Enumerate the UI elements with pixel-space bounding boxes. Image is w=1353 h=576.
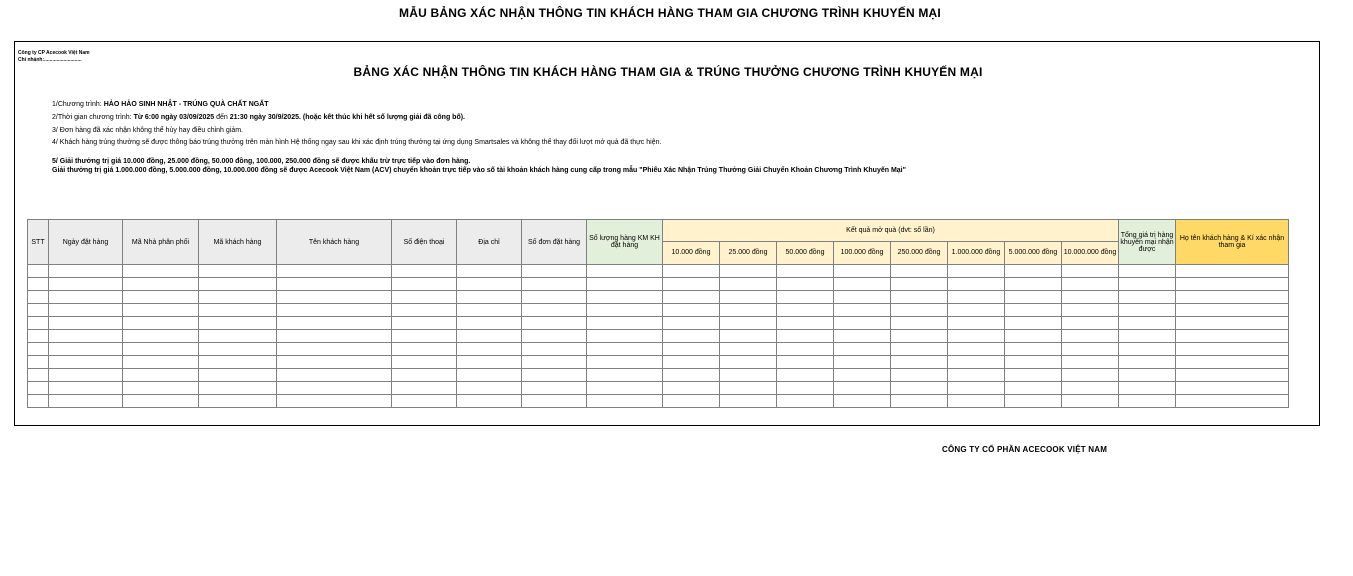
table-cell[interactable] [199,291,277,304]
info-prize-deduct: 5/ Giải thưởng trị giá 10.000 đồng, 25.000 đồng, 50.000 đồng, 100.000, 250.000 đồng sẽ được khấu trừ trực tiếp vào đơn hàng. [52,158,471,165]
table-cell[interactable] [663,291,720,304]
table-cell[interactable] [1005,330,1062,343]
table-cell[interactable] [1119,317,1176,330]
table-cell[interactable] [457,382,522,395]
table-cell[interactable] [28,304,49,317]
table-cell[interactable] [1176,343,1289,356]
table-cell[interactable] [587,343,663,356]
table-cell[interactable] [522,382,587,395]
table-cell[interactable] [392,304,457,317]
table-cell[interactable] [457,395,522,408]
table-cell[interactable] [1176,382,1289,395]
table-cell[interactable] [891,265,948,278]
table-cell[interactable] [1176,291,1289,304]
table-cell[interactable] [457,291,522,304]
table-row [28,369,1289,382]
table-cell[interactable] [834,369,891,382]
col-prize-10m: 10.000.000 đồng [1062,242,1119,265]
table-cell[interactable] [457,265,522,278]
table-cell[interactable] [891,330,948,343]
col-customer-code: Mã khách hàng [199,220,277,265]
table-cell[interactable] [199,265,277,278]
table-cell[interactable] [663,356,720,369]
table-cell[interactable] [777,369,834,382]
table-cell[interactable] [123,304,199,317]
table-cell[interactable] [28,356,49,369]
table-cell[interactable] [834,343,891,356]
table-cell[interactable] [522,291,587,304]
info-prize-transfer: Giải thưởng trị giá 1.000.000 đồng, 5.000.000 đồng, 10.000.000 đồng sẽ được Acecook Việt Nam (ACV) chuyển khoản trực tiếp vào số tài khoản khách hàng cung cấp trong mẫu "Phiếu Xác Nhận Trúng Thưởng Giải Chuyển Khoản Chương Trình Khuyến Mại" [52,167,906,174]
table-cell[interactable] [392,278,457,291]
table-cell[interactable] [277,265,392,278]
table-cell[interactable] [663,369,720,382]
table-cell[interactable] [392,265,457,278]
info-winner-note: 4/ Khách hàng trúng thưởng sẽ được thông báo trúng thưởng trên màn hình Hệ thống ngay sau khi xác định trúng thưởng tại ứng dụng Smartsales và không thể thay đổi lượt mở quà đã thực hiện. [52,139,662,146]
table-cell[interactable] [277,356,392,369]
table-cell[interactable] [720,278,777,291]
table-cell[interactable] [1005,369,1062,382]
table-row [28,291,1289,304]
table-cell[interactable] [1005,395,1062,408]
table-cell[interactable] [834,278,891,291]
table-cell[interactable] [663,304,720,317]
customer-table [27,219,1289,408]
table-cell[interactable] [457,330,522,343]
table-cell[interactable] [392,343,457,356]
table-cell[interactable] [522,330,587,343]
table-cell[interactable] [199,395,277,408]
table-cell[interactable] [457,356,522,369]
table-cell[interactable] [49,278,123,291]
table-cell[interactable] [834,304,891,317]
col-order-number: Số đơn đặt hàng [522,220,587,265]
footer-company: CÔNG TY CỔ PHẦN ACECOOK VIỆT NAM [942,445,1108,454]
table-cell[interactable] [392,317,457,330]
table-row [28,317,1289,330]
table-cell[interactable] [522,304,587,317]
table-cell[interactable] [1005,382,1062,395]
table-cell[interactable] [392,291,457,304]
col-group-gift-results: Kết quả mở quà (dvt: số lần) [663,220,1119,242]
page-title: MẪU BẢNG XÁC NHẬN THÔNG TIN KHÁCH HÀNG THAM GIA CHƯƠNG TRÌNH KHUYẾN MẠI [399,6,941,20]
table-cell[interactable] [49,317,123,330]
table-cell[interactable] [834,382,891,395]
table-cell[interactable] [199,278,277,291]
col-prize-100k: 100.000 đồng [834,242,891,265]
info-period-start: Từ 6:00 ngày 03/09/2025 [133,114,215,121]
table-row [28,395,1289,408]
table-cell[interactable] [49,304,123,317]
table-cell[interactable] [891,382,948,395]
table-cell[interactable] [1005,304,1062,317]
table-cell[interactable] [49,382,123,395]
table-row [28,265,1289,278]
table-cell[interactable] [1119,356,1176,369]
table-cell[interactable] [49,356,123,369]
table-row [28,278,1289,291]
table-cell[interactable] [720,330,777,343]
company-block [18,50,90,64]
table-cell[interactable] [123,382,199,395]
table-cell[interactable] [28,330,49,343]
table-cell[interactable] [1119,330,1176,343]
table-row [28,304,1289,317]
table-cell[interactable] [1062,317,1119,330]
table-cell[interactable] [948,356,1005,369]
table-cell[interactable] [28,291,49,304]
table-cell[interactable] [49,291,123,304]
table-cell[interactable] [587,317,663,330]
table-cell[interactable] [1062,382,1119,395]
col-distributor-code: Mã Nhà phân phối [123,220,199,265]
table-cell[interactable] [522,369,587,382]
table-cell[interactable] [1119,278,1176,291]
table-cell[interactable] [834,291,891,304]
table-cell[interactable] [123,317,199,330]
table-cell[interactable] [1062,291,1119,304]
table-cell[interactable] [522,278,587,291]
table-cell[interactable] [199,356,277,369]
col-signature: Họ tên khách hàng & Kí xác nhận tham gia [1176,220,1289,265]
table-cell[interactable] [777,291,834,304]
table-cell[interactable] [587,382,663,395]
table-cell[interactable] [1062,356,1119,369]
table-cell[interactable] [392,382,457,395]
table-cell[interactable] [777,330,834,343]
table-cell[interactable] [720,382,777,395]
table-cell[interactable] [948,265,1005,278]
table-cell[interactable] [49,343,123,356]
table-cell[interactable] [587,265,663,278]
col-prize-25k: 25.000 đồng [720,242,777,265]
table-cell[interactable] [522,356,587,369]
table-cell[interactable] [123,356,199,369]
table-cell[interactable] [587,356,663,369]
col-customer-name: Tên khách hàng [277,220,392,265]
table-cell[interactable] [1062,395,1119,408]
table-cell[interactable] [720,395,777,408]
table-cell[interactable] [123,291,199,304]
company-name: Công ty CP Acecook Việt Nam [18,50,90,56]
table-cell[interactable] [948,343,1005,356]
table-cell[interactable] [123,369,199,382]
table-cell[interactable] [587,330,663,343]
table-cell[interactable] [663,395,720,408]
table-cell[interactable] [777,395,834,408]
table-cell[interactable] [891,291,948,304]
table-cell[interactable] [1119,265,1176,278]
table-cell[interactable] [1176,265,1289,278]
table-cell[interactable] [277,369,392,382]
table-cell[interactable] [1062,369,1119,382]
table-cell[interactable] [199,304,277,317]
table-cell[interactable] [49,330,123,343]
table-cell[interactable] [199,330,277,343]
table-cell[interactable] [277,278,392,291]
table-cell[interactable] [1176,395,1289,408]
table-cell[interactable] [123,395,199,408]
table-cell[interactable] [277,382,392,395]
table-cell[interactable] [277,330,392,343]
table-row [28,330,1289,343]
table-cell[interactable] [392,356,457,369]
table-cell[interactable] [123,265,199,278]
table-cell[interactable] [587,369,663,382]
table-cell[interactable] [948,317,1005,330]
table-cell[interactable] [1062,278,1119,291]
table-cell[interactable] [1176,304,1289,317]
col-prize-10k: 10.000 đồng [663,242,720,265]
info-period-end: 21:30 ngày 30/9/2025. (hoặc kết thúc khi hết số lượng giải đã công bố). [229,114,465,121]
table-cell[interactable] [587,395,663,408]
table-cell[interactable] [834,265,891,278]
table-cell[interactable] [457,304,522,317]
table-cell[interactable] [948,330,1005,343]
col-order-date: Ngày đặt hàng [49,220,123,265]
table-cell[interactable] [720,369,777,382]
col-prize-250k: 250.000 đồng [891,242,948,265]
table-cell[interactable] [28,382,49,395]
table-cell[interactable] [720,317,777,330]
table-cell[interactable] [834,356,891,369]
table-cell[interactable] [28,343,49,356]
table-cell[interactable] [1062,343,1119,356]
table-cell[interactable] [948,291,1005,304]
info-program-name: HẢO HẢO SINH NHẬT - TRÚNG QUÀ CHẤT NGẤT [103,101,269,108]
table-cell[interactable] [457,278,522,291]
table-row [28,343,1289,356]
table-cell[interactable] [1005,356,1062,369]
table-cell[interactable] [123,278,199,291]
table-cell[interactable] [392,395,457,408]
table-body [28,265,1289,408]
table-cell[interactable] [891,317,948,330]
col-stt: STT [28,220,49,265]
table-cell[interactable] [49,395,123,408]
table-cell[interactable] [777,343,834,356]
table-cell[interactable] [1119,382,1176,395]
table-cell[interactable] [49,369,123,382]
table-cell[interactable] [777,278,834,291]
table-cell[interactable] [834,395,891,408]
table-cell[interactable] [891,356,948,369]
table-cell[interactable] [522,265,587,278]
table-cell[interactable] [720,304,777,317]
table-cell[interactable] [587,278,663,291]
table-cell[interactable] [1119,291,1176,304]
table-cell[interactable] [891,395,948,408]
table-cell[interactable] [587,304,663,317]
table-cell[interactable] [1176,369,1289,382]
table-cell[interactable] [948,304,1005,317]
table-cell[interactable] [834,317,891,330]
table-cell[interactable] [1176,330,1289,343]
info-period [52,113,465,122]
table-cell[interactable] [663,330,720,343]
table-cell[interactable] [1062,265,1119,278]
table-cell[interactable] [199,343,277,356]
table-cell[interactable] [277,317,392,330]
info-order-note: 3/ Đơn hàng đã xác nhận không thể hủy hay điều chỉnh giảm. [52,127,243,134]
table-cell[interactable] [199,317,277,330]
table-cell[interactable] [1005,278,1062,291]
table-cell[interactable] [522,395,587,408]
col-prize-5m: 5.000.000 đồng [1005,242,1062,265]
table-cell[interactable] [123,330,199,343]
table-cell[interactable] [720,356,777,369]
table-cell[interactable] [1119,395,1176,408]
table-cell[interactable] [457,369,522,382]
table-cell[interactable] [28,317,49,330]
col-phone: Số điện thoại [392,220,457,265]
table-cell[interactable] [277,304,392,317]
table-cell[interactable] [663,278,720,291]
table-cell[interactable] [392,330,457,343]
table-cell[interactable] [277,395,392,408]
table-cell[interactable] [891,304,948,317]
table-cell[interactable] [720,291,777,304]
col-address: Địa chỉ [457,220,522,265]
col-prize-50k: 50.000 đồng [777,242,834,265]
table-cell[interactable] [199,382,277,395]
table-cell[interactable] [663,382,720,395]
table-cell[interactable] [777,265,834,278]
table-cell[interactable] [28,265,49,278]
table-cell[interactable] [457,317,522,330]
info-period-mid: đến [214,114,230,121]
form-sheet [14,41,1320,426]
table-row [28,356,1289,369]
col-total-value: Tổng giá trị hàng khuyến mại nhận được [1119,220,1176,265]
table-cell[interactable] [587,291,663,304]
table-cell[interactable] [277,291,392,304]
info-program [52,100,269,109]
table-cell[interactable] [834,330,891,343]
table-cell[interactable] [663,343,720,356]
table-cell[interactable] [1005,291,1062,304]
branch-field: Chi nhánh:........................... [18,57,82,63]
info-period-label: 2/Thời gian chương trình: [52,114,134,121]
table-cell[interactable] [1062,330,1119,343]
table-cell[interactable] [891,343,948,356]
table-cell[interactable] [1119,343,1176,356]
table-cell[interactable] [1176,356,1289,369]
table-cell[interactable] [777,382,834,395]
table-cell[interactable] [891,369,948,382]
table-cell[interactable] [1062,304,1119,317]
table-cell[interactable] [392,369,457,382]
table-cell[interactable] [457,343,522,356]
table-cell[interactable] [522,317,587,330]
table-cell[interactable] [1176,317,1289,330]
table-cell[interactable] [277,343,392,356]
col-prize-1m: 1.000.000 đồng [948,242,1005,265]
table-cell[interactable] [663,317,720,330]
table-cell[interactable] [720,265,777,278]
table-cell[interactable] [948,369,1005,382]
table-cell[interactable] [777,317,834,330]
table-cell[interactable] [28,395,49,408]
table-cell[interactable] [663,265,720,278]
table-cell[interactable] [891,278,948,291]
col-promo-qty: Số lượng hàng KM KH đặt hàng [587,220,663,265]
table-cell[interactable] [777,304,834,317]
table-cell[interactable] [123,343,199,356]
table-cell[interactable] [28,278,49,291]
table-cell[interactable] [1176,278,1289,291]
sheet-title: BẢNG XÁC NHẬN THÔNG TIN KHÁCH HÀNG THAM GIA & TRÚNG THƯỞNG CHƯƠNG TRÌNH KHUYẾN MẠI [353,65,983,79]
table-cell[interactable] [948,382,1005,395]
table-cell[interactable] [1119,369,1176,382]
table-cell[interactable] [1005,343,1062,356]
table-cell[interactable] [522,343,587,356]
table-cell[interactable] [777,356,834,369]
table-cell[interactable] [199,369,277,382]
table-row [28,382,1289,395]
table-cell[interactable] [1005,265,1062,278]
info-program-label: 1/Chương trình: [52,101,104,108]
table-cell[interactable] [28,369,49,382]
table-cell[interactable] [49,265,123,278]
table-cell[interactable] [948,395,1005,408]
table-cell[interactable] [1005,317,1062,330]
table-cell[interactable] [948,278,1005,291]
table-cell[interactable] [720,343,777,356]
table-cell[interactable] [1119,304,1176,317]
